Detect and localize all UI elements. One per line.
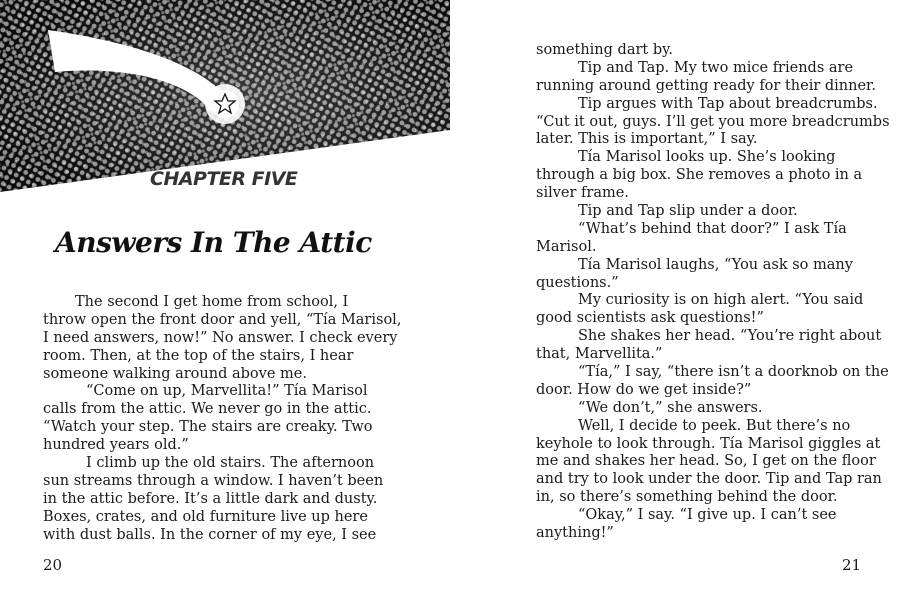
text-line: My curiosity is on high alert. “You said	[578, 292, 864, 309]
text-line: and try to look under the door. Tip and Tap ran	[536, 471, 882, 488]
chapter-title: Answers In The Attic	[55, 226, 372, 259]
text-line: room. Then, at the top of the stairs, I hear	[43, 347, 354, 364]
text-line: Boxes, crates, and old furniture live up here	[43, 508, 368, 525]
text-line: sun streams through a window. I haven’t been	[43, 472, 384, 489]
text-line: Tip and Tap slip under a door.	[578, 203, 798, 220]
text-line: through a big box. She removes a photo in a	[536, 167, 863, 184]
shooting-star-icon	[205, 84, 245, 124]
text-line: Tip and Tap. My two mice friends are	[578, 59, 854, 76]
text-line: anything!”	[536, 525, 614, 542]
text-line: Tip argues with Tap about breadcrumbs.	[578, 95, 878, 112]
text-line: with dust balls. In the corner of my eye, I see	[43, 526, 377, 543]
text-line: Marisol.	[536, 238, 597, 255]
text-line: throw open the front door and yell, “Tía Marisol,	[43, 311, 402, 328]
text-line: later. This is important,” I say.	[536, 131, 758, 148]
text-line: keyhole to look through. Tía Marisol giggles at	[536, 435, 881, 452]
text-line: “What’s behind that door?” I ask Tía	[578, 220, 847, 237]
text-line: I climb up the old stairs. The afternoon	[86, 455, 375, 472]
left-page-body	[43, 294, 413, 544]
text-line: in, so there’s something behind the door.	[536, 489, 838, 506]
page-number-right: 21	[842, 556, 862, 574]
text-line: Tía Marisol laughs, “You ask so many	[578, 256, 853, 273]
text-line: something dart by.	[536, 42, 673, 58]
text-line: “We don’t,” she answers.	[578, 399, 763, 416]
text-line: “Okay,” I say. “I give up. I can’t see	[578, 507, 837, 524]
text-line: questions.”	[536, 274, 619, 291]
chapter-label: CHAPTER FIVE	[150, 168, 298, 190]
text-line: hundred years old.”	[43, 437, 189, 454]
text-line: calls from the attic. We never go in the attic.	[43, 401, 372, 418]
text-line: “Cut it out, guys. I’ll get you more breadcrumbs	[536, 113, 890, 130]
page-number-left: 20	[43, 556, 63, 574]
text-line: in the attic before. It’s a little dark and dusty.	[43, 490, 378, 507]
text-line: I need answers, now!” No answer. I check every	[43, 329, 398, 346]
text-line: Well, I decide to peek. But there’s no	[578, 417, 851, 434]
text-line: door. How do we get inside?”	[536, 381, 752, 398]
text-line: that, Marvellita.”	[536, 346, 663, 363]
text-line: “Tía,” I say, “there isn’t a doorknob on the	[578, 364, 889, 381]
text-line: “Come on up, Marvellita!” Tía Marisol	[86, 383, 368, 400]
text-line: silver frame.	[536, 185, 629, 202]
text-line: Tía Marisol looks up. She’s looking	[578, 149, 836, 166]
text-line: good scientists ask questions!”	[536, 310, 764, 327]
text-line: The second I get home from school, I	[75, 294, 349, 310]
text-line: “Watch your step. The stairs are creaky. Two	[43, 419, 373, 436]
text-line: me and shakes her head. So, I get on the floor	[536, 453, 876, 470]
text-line: someone walking around above me.	[43, 365, 307, 382]
right-page-body	[536, 42, 890, 543]
text-line: She shakes her head. “You’re right about	[578, 328, 882, 345]
text-line: running around getting ready for their dinner.	[536, 77, 876, 94]
